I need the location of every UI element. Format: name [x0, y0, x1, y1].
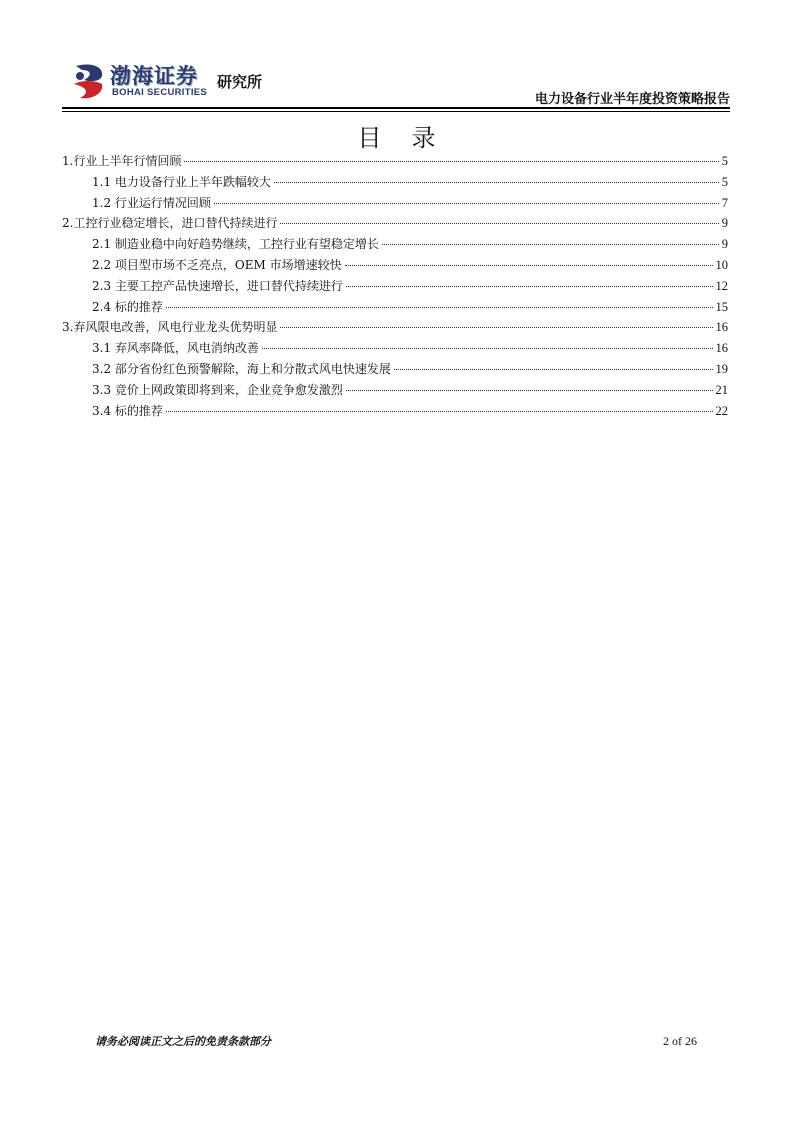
toc-entry-page: 12 — [715, 278, 728, 293]
toc-entry-page: 16 — [715, 320, 728, 335]
toc-entry-label: 3.2 部分省份红色预警解除，海上和分散式风电快速发展 — [92, 361, 391, 376]
toc-entry-page: 15 — [715, 299, 728, 314]
institute-label: 研究所 — [217, 73, 263, 91]
toc-entry[interactable] — [62, 298, 728, 319]
toc-entry[interactable] — [62, 235, 728, 256]
toc-dot-leader — [274, 182, 719, 183]
toc-entry-page: 10 — [715, 257, 728, 272]
toc-dot-leader — [214, 203, 719, 204]
toc-entry[interactable] — [62, 214, 728, 235]
toc-dot-leader — [345, 265, 713, 266]
toc-entry-label: 2.1 制造业稳中向好趋势继续，工控行业有望稳定增长 — [92, 237, 379, 252]
toc-dot-leader — [262, 348, 713, 349]
toc-entry-label: 3.1 弃风率降低，风电消纳改善 — [92, 341, 259, 356]
toc-entry[interactable] — [62, 318, 728, 339]
toc-dot-leader — [280, 223, 718, 224]
toc-entry[interactable] — [62, 256, 728, 277]
toc-entry-label: 1.行业上半年行情回顾 — [62, 154, 182, 168]
toc-entry[interactable] — [62, 360, 728, 381]
toc-entry-label: 1.1 电力设备行业上半年跌幅较大 — [92, 174, 271, 189]
toc-entry-label: 3.弃风限电改善，风电行业龙头优势明显 — [62, 320, 278, 335]
table-of-contents — [62, 152, 728, 422]
toc-dot-leader — [184, 161, 718, 162]
disclaimer-note: 请务必阅读正文之后的免责条款部分 — [95, 1035, 271, 1048]
logo-chinese-name: 渤海证券 — [110, 64, 198, 88]
toc-dot-leader — [394, 369, 713, 370]
report-title: 电力设备行业半年度投资策略报告 — [534, 92, 730, 107]
toc-entry-page: 5 — [721, 174, 728, 189]
toc-entry-page: 22 — [715, 403, 728, 418]
toc-entry-label: 2.2 项目型市场不乏亮点，OEM 市场增速较快 — [92, 257, 342, 272]
toc-title: 目录 — [357, 124, 466, 152]
toc-entry[interactable] — [62, 173, 728, 194]
page-number: 2 of 26 — [663, 1034, 697, 1048]
toc-entry-page: 5 — [721, 154, 728, 168]
toc-entry-label: 3.3 竞价上网政策即将到来，企业竞争愈发激烈 — [92, 382, 343, 397]
toc-entry-page: 9 — [721, 237, 728, 252]
toc-entry-page: 9 — [721, 216, 728, 231]
page-header — [62, 58, 730, 110]
toc-entry[interactable] — [62, 402, 728, 423]
toc-dot-leader — [166, 307, 713, 308]
bohai-logo-icon — [72, 62, 106, 100]
toc-dot-leader — [346, 286, 713, 287]
toc-entry-label: 3.4 标的推荐 — [92, 403, 163, 418]
header-rule-thin — [62, 111, 730, 112]
toc-entry[interactable] — [62, 277, 728, 298]
toc-entry-page: 19 — [715, 361, 728, 376]
toc-entry[interactable] — [62, 339, 728, 360]
logo-english-name: BOHAI SECURITIES — [112, 87, 208, 98]
toc-entry-label: 1.2 行业运行情况回顾 — [92, 195, 211, 210]
toc-dot-leader — [166, 411, 713, 412]
toc-dot-leader — [346, 390, 713, 391]
toc-entry[interactable] — [62, 194, 728, 215]
toc-entry-page: 7 — [721, 195, 728, 210]
header-rule-thick — [62, 107, 730, 109]
toc-entry-label: 2.4 标的推荐 — [92, 299, 163, 314]
toc-dot-leader — [280, 327, 712, 328]
toc-entry[interactable] — [62, 381, 728, 402]
toc-entry-page: 21 — [715, 382, 728, 397]
toc-entry-page: 16 — [715, 341, 728, 356]
toc-entry-label: 2.工控行业稳定增长，进口替代持续进行 — [62, 216, 278, 231]
toc-entry-label: 2.3 主要工控产品快速增长，进口替代持续进行 — [92, 278, 343, 293]
toc-dot-leader — [382, 244, 719, 245]
toc-entry[interactable] — [62, 152, 728, 173]
